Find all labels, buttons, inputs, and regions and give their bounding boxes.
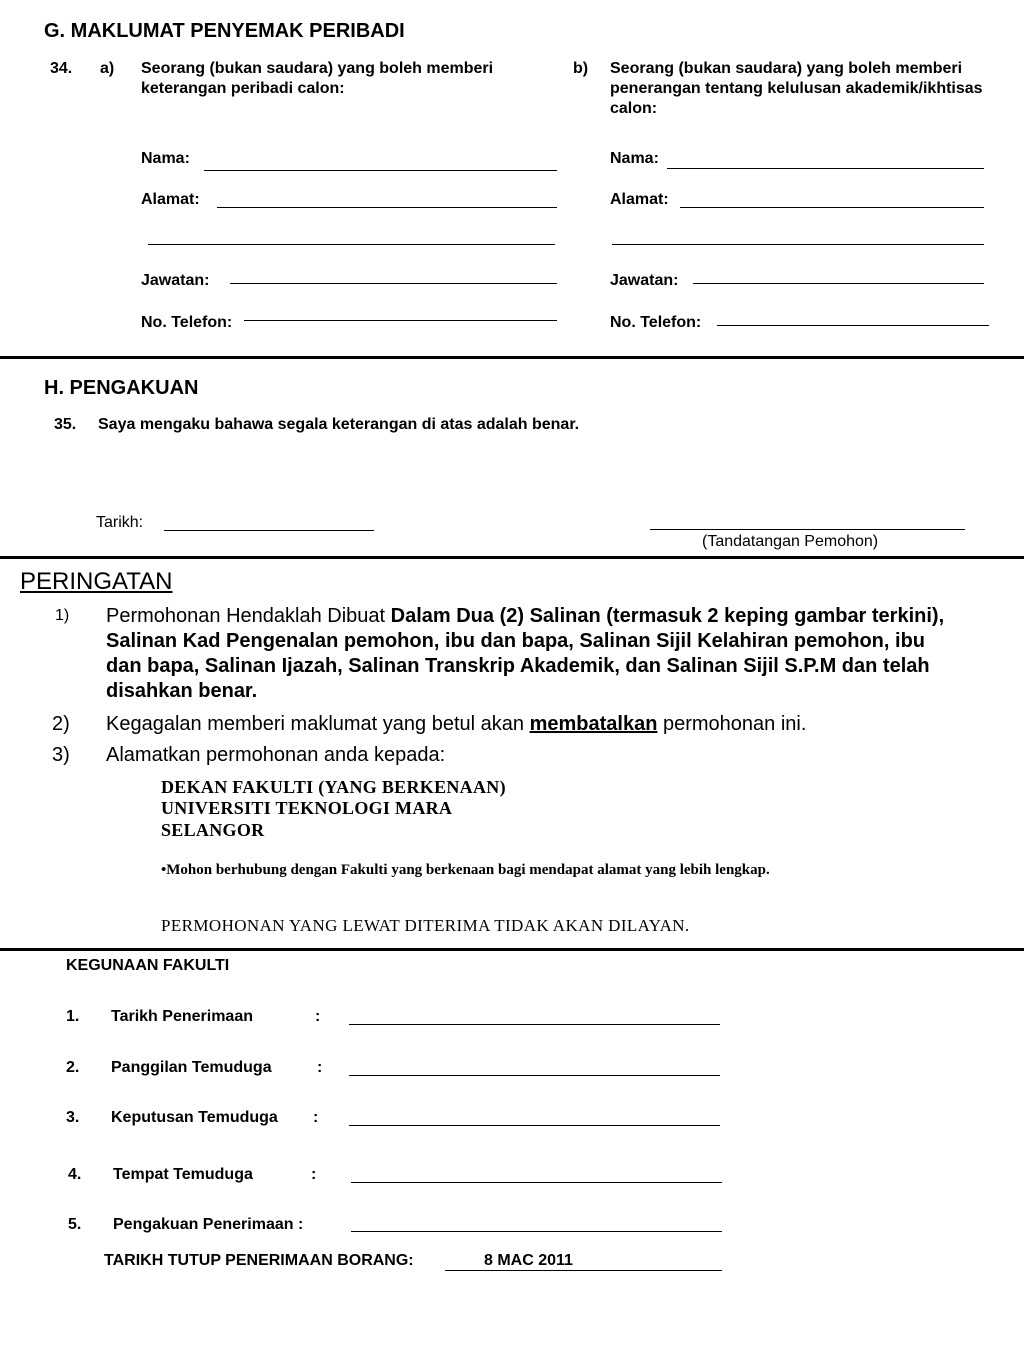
col-a-phone-label: No. Telefon: bbox=[141, 314, 233, 331]
faculty-use-heading: KEGUNAAN FAKULTI bbox=[66, 957, 230, 974]
date-label: Tarikh: bbox=[96, 514, 144, 531]
address-line-3: SELANGOR bbox=[161, 820, 265, 840]
peringatan-item-1-intro: Permohonan Hendaklah Dibuat bbox=[106, 605, 391, 627]
faculty-row-number: 3. bbox=[66, 1109, 80, 1126]
faculty-row-label: Tempat Temuduga bbox=[113, 1166, 253, 1183]
col-a-phone-field[interactable] bbox=[244, 320, 557, 321]
peringatan-item-2 bbox=[106, 713, 806, 736]
faculty-row-label: Pengakuan Penerimaan : bbox=[113, 1216, 304, 1233]
faculty-row-field[interactable] bbox=[351, 1182, 722, 1183]
col-b-marker: b) bbox=[573, 60, 589, 77]
faculty-row-colon: : bbox=[317, 1059, 323, 1076]
signature-field[interactable] bbox=[650, 529, 965, 530]
peringatan-item-1-number: 1) bbox=[55, 607, 70, 624]
col-a-marker: a) bbox=[100, 60, 115, 77]
section-divider-3 bbox=[0, 948, 1024, 951]
col-b-phone-label: No. Telefon: bbox=[610, 314, 702, 331]
closing-date-label: TARIKH TUTUP PENERIMAAN BORANG: bbox=[104, 1252, 414, 1269]
late-notice: PERMOHONAN YANG LEWAT DITERIMA TIDAK AKAN DILAYAN. bbox=[161, 916, 690, 935]
faculty-row-field[interactable] bbox=[349, 1125, 720, 1126]
col-a-name-label: Nama: bbox=[141, 150, 190, 167]
date-field[interactable] bbox=[164, 530, 374, 531]
faculty-row-colon: : bbox=[315, 1008, 321, 1025]
peringatan-item-2-number: 2) bbox=[52, 713, 70, 735]
col-b-name-label: Nama: bbox=[610, 150, 659, 167]
peringatan-item-2-emphasis: membatalkan bbox=[529, 713, 658, 735]
section-divider-1 bbox=[0, 356, 1024, 359]
faculty-row-number: 5. bbox=[68, 1216, 82, 1233]
section-h-heading: H. PENGAKUAN bbox=[44, 377, 199, 399]
item-35-number: 35. bbox=[54, 416, 77, 433]
item-34-number: 34. bbox=[50, 60, 73, 77]
faculty-row-label: Tarikh Penerimaan bbox=[111, 1008, 253, 1025]
col-a-address-label: Alamat: bbox=[141, 191, 200, 208]
contact-note: •Mohon berhubung dengan Fakulti yang berkenaan bagi mendapat alamat yang lebih lengkap. bbox=[161, 862, 770, 878]
faculty-row-field[interactable] bbox=[351, 1231, 722, 1232]
faculty-row-label: Panggilan Temuduga bbox=[111, 1059, 272, 1076]
faculty-row-number: 1. bbox=[66, 1008, 80, 1025]
faculty-row-field[interactable] bbox=[349, 1024, 720, 1025]
peringatan-item-2-after: permohonan ini. bbox=[657, 713, 807, 735]
col-b-phone-field[interactable] bbox=[717, 325, 989, 326]
col-a-desc-line2: keterangan peribadi calon: bbox=[141, 80, 345, 97]
faculty-row-number: 2. bbox=[66, 1059, 80, 1076]
section-g-heading: G. MAKLUMAT PENYEMAK PERIBADI bbox=[44, 20, 405, 42]
peringatan-item-1-requirements: Dalam Dua (2) Salinan (termasuk 2 keping gambar terkini), Salinan Kad Pengenalan pemohon, ibu dan bapa, Salinan Sijil Kelahiran pemohon, ibu dan bapa, Salinan Ijazah, Salinan Transkrip Akademik, dan Salinan Sijil S.P.M dan telah disahkan benar. bbox=[106, 605, 945, 702]
col-b-name-field[interactable] bbox=[667, 168, 984, 169]
faculty-row-label: Keputusan Temuduga bbox=[111, 1109, 278, 1126]
signature-caption: (Tandatangan Pemohon) bbox=[702, 533, 879, 550]
address-line-1: DEKAN FAKULTI (YANG BERKENAAN) bbox=[161, 777, 506, 797]
col-a-address-field[interactable] bbox=[217, 207, 557, 208]
col-b-position-field[interactable] bbox=[693, 283, 984, 284]
col-a-desc-line1: Seorang (bukan saudara) yang boleh memberi bbox=[141, 60, 494, 77]
peringatan-item-2-before: Kegagalan memberi maklumat yang betul akan bbox=[106, 713, 530, 735]
col-b-address-field[interactable] bbox=[680, 207, 984, 208]
peringatan-item-3: Alamatkan permohonan anda kepada: bbox=[106, 744, 446, 766]
faculty-row-colon: : bbox=[311, 1166, 317, 1183]
peringatan-item-3-number: 3) bbox=[52, 744, 70, 766]
col-a-position-label: Jawatan: bbox=[141, 272, 210, 289]
closing-date-value: 8 MAC 2011 bbox=[445, 1252, 722, 1271]
col-b-address-label: Alamat: bbox=[610, 191, 669, 208]
peringatan-item-1 bbox=[106, 604, 966, 704]
declaration-statement: Saya mengaku bahawa segala keterangan di atas adalah benar. bbox=[98, 416, 580, 433]
col-a-position-field[interactable] bbox=[230, 283, 557, 284]
col-b-desc-line1: Seorang (bukan saudara) yang boleh memberi bbox=[610, 60, 963, 77]
col-b-position-label: Jawatan: bbox=[610, 272, 679, 289]
faculty-row-field[interactable] bbox=[349, 1075, 720, 1076]
col-a-name-field[interactable] bbox=[204, 170, 557, 171]
peringatan-heading: PERINGATAN bbox=[20, 568, 173, 595]
section-divider-2 bbox=[0, 556, 1024, 559]
faculty-row-number: 4. bbox=[68, 1166, 82, 1183]
faculty-row-colon: : bbox=[313, 1109, 319, 1126]
col-b-desc-line3: calon: bbox=[610, 100, 658, 117]
col-a-address-field-2[interactable] bbox=[148, 244, 555, 245]
col-b-address-field-2[interactable] bbox=[612, 244, 984, 245]
col-b-desc-line2: penerangan tentang kelulusan akademik/ikhtisas bbox=[610, 80, 983, 97]
address-line-2: UNIVERSITI TEKNOLOGI MARA bbox=[161, 798, 453, 818]
